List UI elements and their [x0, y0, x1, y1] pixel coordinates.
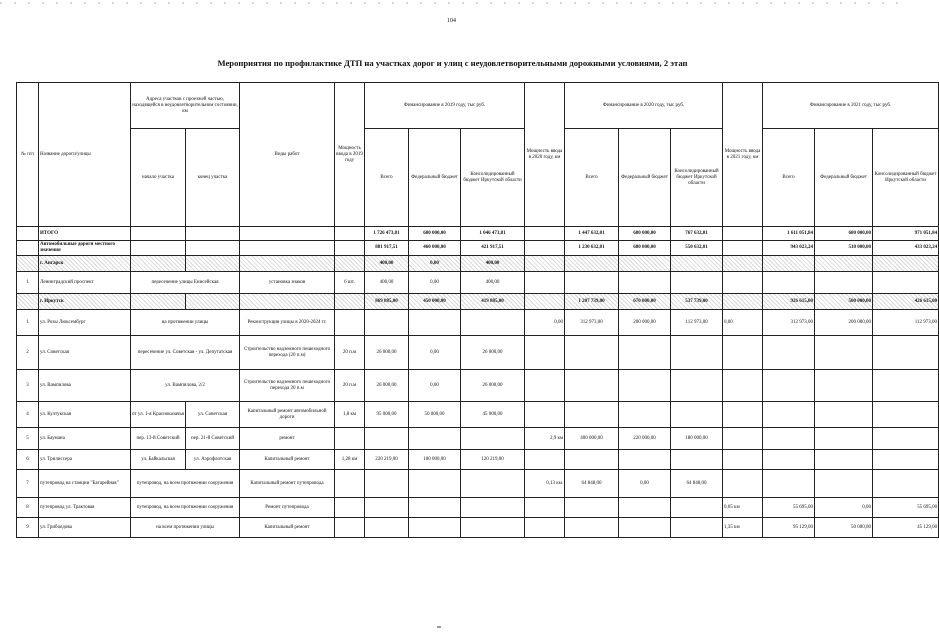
cell-t21: [763, 336, 815, 370]
cell-f20: 670 000,00: [619, 294, 671, 310]
cell-cap19: [335, 310, 365, 336]
cell-f21: 500 000,00: [815, 294, 873, 310]
header-works: Виды работ: [240, 83, 335, 227]
cell-cap19: [335, 470, 365, 498]
cell-works: Капитальный ремонт: [240, 518, 335, 538]
cell-cap19: 20 п.м: [335, 370, 365, 402]
cell-r20: 550 632,01: [671, 241, 723, 256]
cell-r19: [461, 470, 525, 498]
cell-t21: [763, 470, 815, 498]
cell-t20: 400 000,00: [565, 428, 619, 450]
cell-r19: 1 046 473,81: [461, 227, 525, 241]
document-title: Мероприятия по профилактике ДТП на участках дорог и улиц с неудовлетворительными дорожными условиями, 2 этап: [217, 58, 688, 68]
cell-works: Капитальный ремонт автомобильной дороги: [240, 402, 335, 428]
cell-r19: 400,00: [461, 256, 525, 272]
table-row: [17, 336, 939, 370]
cell-t19: [365, 470, 409, 498]
cell-start: на протяжении улицы: [131, 310, 240, 336]
cell-r19: 26 000,00: [461, 336, 525, 370]
cell-r21: 971 051,84: [873, 227, 939, 241]
cell-cap20: [525, 294, 565, 310]
cell-t21: 312 973,00: [763, 310, 815, 336]
cell-f20: 220 000,00: [619, 428, 671, 450]
header-road-name: Название дороги/улицы: [39, 83, 131, 227]
cell-cap20: [525, 336, 565, 370]
cell-num: [17, 227, 39, 241]
cell-works: Строительство надземного пешеходного перехода 20 п.м: [240, 370, 335, 402]
road-measures-table: [16, 82, 939, 538]
cell-f19: 0,00: [409, 256, 461, 272]
cell-f21: [815, 428, 873, 450]
cell-num: [17, 241, 39, 256]
cell-cap20: [525, 227, 565, 241]
cell-cap20: [525, 370, 565, 402]
cell-t21: 55 695,00: [763, 498, 815, 518]
cell-r21: [873, 402, 939, 428]
cell-num: [17, 256, 39, 272]
header-regional-2019: Консолидированный бюджет Иркутской области: [461, 129, 525, 227]
cell-r20: 64 848,00: [671, 470, 723, 498]
header-address-group: Адреса участков с проезжей частью, находящейся в неудовлетворительном состоянии, км: [131, 83, 240, 129]
header-total-2019: Всего: [365, 129, 409, 227]
table-row: [17, 227, 939, 241]
cell-t21: [763, 402, 815, 428]
cell-cap21: [723, 428, 763, 450]
cell-num: 1: [17, 310, 39, 336]
table-row: [17, 518, 939, 538]
cell-start: путепровод, на всем протяжении сооружения: [131, 498, 240, 518]
header-federal-2019: Федеральный бюджет: [409, 129, 461, 227]
cell-works: [240, 294, 335, 310]
cell-f21: [815, 370, 873, 402]
cell-r20: [671, 256, 723, 272]
cell-cap21: 0,00: [723, 310, 763, 336]
cell-f20: [619, 336, 671, 370]
cell-cap21: 0,05 км: [723, 498, 763, 518]
cell-t20: [565, 498, 619, 518]
cell-t20: [565, 256, 619, 272]
cell-name: ул. Вампилова: [39, 370, 131, 402]
cell-r21: 112 973,00: [873, 310, 939, 336]
table-row: [17, 370, 939, 402]
cell-end: [186, 294, 240, 310]
table-row: [17, 294, 939, 310]
cell-t19: 26 000,00: [365, 370, 409, 402]
cell-r19: 421 917,51: [461, 241, 525, 256]
cell-works: [240, 227, 335, 241]
cell-t21: 943 023,24: [763, 241, 815, 256]
cell-works: ремонт: [240, 428, 335, 450]
cell-t20: [565, 402, 619, 428]
cell-name: Ленинградский проспект: [39, 272, 131, 294]
table-row: [17, 402, 939, 428]
cell-end: ул. Советская: [186, 402, 240, 428]
cell-r21: 45 129,00: [873, 518, 939, 538]
cell-cap19: 1,8 км: [335, 402, 365, 428]
cell-cap19: [335, 227, 365, 241]
cell-f20: 0,00: [619, 470, 671, 498]
cell-cap19: [335, 256, 365, 272]
cell-name: путепровод на станции "Батарейная": [39, 470, 131, 498]
cell-r19: [461, 518, 525, 538]
cell-f21: 680 000,00: [815, 227, 873, 241]
cell-cap21: [723, 402, 763, 428]
cell-r20: 767 632,01: [671, 227, 723, 241]
cell-f21: [815, 272, 873, 294]
cell-works: Капитальный ремонт: [240, 450, 335, 470]
header-federal-2021: Федеральный бюджет: [815, 129, 873, 227]
cell-r20: [671, 518, 723, 538]
cell-works: Капитальный ремонт путепровода: [240, 470, 335, 498]
header-end: конец участка: [186, 129, 240, 227]
cell-start: путепровод, на всем протяжении сооружения: [131, 470, 240, 498]
cell-t20: 312 973,00: [565, 310, 619, 336]
cell-f21: [815, 256, 873, 272]
cell-f21: [815, 470, 873, 498]
cell-num: 9: [17, 518, 39, 538]
cell-t21: [763, 272, 815, 294]
cell-f19: 0,00: [409, 370, 461, 402]
cell-f19: [409, 518, 461, 538]
cell-t21: 926 615,00: [763, 294, 815, 310]
cell-f19: [409, 428, 461, 450]
cell-end: пер. 21-й Советский: [186, 428, 240, 450]
header-start: начало участка: [131, 129, 186, 227]
cell-t20: 1 447 632,01: [565, 227, 619, 241]
table-header: [17, 83, 939, 227]
cell-num: 7: [17, 470, 39, 498]
cell-f21: [815, 450, 873, 470]
header-num: № п/п: [17, 83, 39, 227]
cell-name: Автомобильные дороги местного значения: [39, 241, 131, 256]
cell-f20: 680 000,00: [619, 227, 671, 241]
header-fin-2019: Финансирование в 2019 году, тыс руб.: [365, 83, 525, 129]
cell-f21: [815, 336, 873, 370]
cell-t19: [365, 428, 409, 450]
cell-cap20: [525, 518, 565, 538]
cell-cap20: [525, 402, 565, 428]
cell-cap19: 6 шт.: [335, 272, 365, 294]
cell-t19: 1 726 473,81: [365, 227, 409, 241]
page-number: 104: [447, 18, 456, 24]
cell-f19: 450 000,00: [409, 294, 461, 310]
cell-num: 5: [17, 428, 39, 450]
cell-cap21: [723, 227, 763, 241]
cell-r20: 112 973,00: [671, 310, 723, 336]
cell-t21: [763, 428, 815, 450]
cell-cap20: [525, 272, 565, 294]
cell-start: ул. Вампилова, 2/2: [131, 370, 240, 402]
cell-t20: 1 230 632,01: [565, 241, 619, 256]
cell-start: пересечение улицы Енисейская: [131, 272, 240, 294]
cell-end: ул. Аэрофлотская: [186, 450, 240, 470]
cell-name: путепровод ул. Трактовая: [39, 498, 131, 518]
header-capacity-2020: Мощность ввода в 2020 году, км: [525, 83, 565, 227]
cell-t20: 1 207 739,00: [565, 294, 619, 310]
cell-r19: [461, 428, 525, 450]
cell-cap21: [723, 370, 763, 402]
cell-cap19: [335, 428, 365, 450]
cell-name: ИТОГО: [39, 227, 131, 241]
cell-r20: [671, 370, 723, 402]
cell-cap21: [723, 294, 763, 310]
cell-t19: [365, 310, 409, 336]
cell-f20: [619, 450, 671, 470]
cell-f19: [409, 498, 461, 518]
cell-cap21: [723, 470, 763, 498]
cell-r21: 55 695,00: [873, 498, 939, 518]
cell-r21: [873, 336, 939, 370]
cell-name: г. Иркутск: [39, 294, 131, 310]
cell-r21: [873, 428, 939, 450]
cell-num: 4: [17, 402, 39, 428]
cell-t19: 881 917,51: [365, 241, 409, 256]
cell-cap19: [335, 241, 365, 256]
header-total-2021: Всего: [763, 129, 815, 227]
cell-f20: [619, 402, 671, 428]
cell-r19: [461, 498, 525, 518]
header-regional-2021: Консолидированный бюджет Иркутской области: [873, 129, 939, 227]
header-total-2020: Всего: [565, 129, 619, 227]
cell-f19: 680 000,00: [409, 227, 461, 241]
table-body: [17, 227, 939, 538]
cell-start: от ул. 1-я Красноказачья: [131, 402, 186, 428]
cell-r21: 433 023,24: [873, 241, 939, 256]
cell-cap21: [723, 450, 763, 470]
cell-t19: 400,00: [365, 256, 409, 272]
cell-works: Строительство надземного пешеходного перехода (20 п.м): [240, 336, 335, 370]
cell-cap20: 0,00: [525, 310, 565, 336]
cell-r20: [671, 450, 723, 470]
cell-name: ул. Трилиссера: [39, 450, 131, 470]
table-row: [17, 241, 939, 256]
cell-r19: 45 000,00: [461, 402, 525, 428]
cell-f21: 0,00: [815, 498, 873, 518]
cell-r20: [671, 402, 723, 428]
cell-cap21: [723, 272, 763, 294]
cell-t19: 220 219,00: [365, 450, 409, 470]
cell-r19: 419 885,00: [461, 294, 525, 310]
table-row: [17, 256, 939, 272]
cell-t21: 95 129,00: [763, 518, 815, 538]
cell-name: ул. Баумана: [39, 428, 131, 450]
cell-r20: 180 000,00: [671, 428, 723, 450]
cell-t20: [565, 450, 619, 470]
cell-r19: 400,00: [461, 272, 525, 294]
cell-cap19: 20 п.м: [335, 336, 365, 370]
cell-f20: [619, 256, 671, 272]
cell-r20: [671, 336, 723, 370]
cell-t20: 64 848,00: [565, 470, 619, 498]
cell-name: ул. Култукская: [39, 402, 131, 428]
cell-end: [186, 241, 240, 256]
cell-f21: 200 000,00: [815, 310, 873, 336]
table-row: [17, 428, 939, 450]
cell-t21: [763, 450, 815, 470]
cell-cap20: [525, 450, 565, 470]
cell-start: [131, 227, 186, 241]
table-row: [17, 272, 939, 294]
cell-name: г. Ангарск: [39, 256, 131, 272]
cell-start: пересечение ул. Советская - ул. Депутатская: [131, 336, 240, 370]
cell-t19: [365, 498, 409, 518]
cell-f19: [409, 470, 461, 498]
scan-artifact: [437, 626, 441, 628]
cell-num: 6: [17, 450, 39, 470]
table-row: [17, 310, 939, 336]
cell-f20: [619, 518, 671, 538]
cell-f20: 200 000,00: [619, 310, 671, 336]
cell-cap20: 0,13 км.: [525, 470, 565, 498]
cell-t21: [763, 256, 815, 272]
cell-r21: 426 615,00: [873, 294, 939, 310]
cell-t20: [565, 272, 619, 294]
cell-cap20: [525, 256, 565, 272]
table-row: [17, 450, 939, 470]
table-row: [17, 498, 939, 518]
header-regional-2020: Консолидированный бюджет Иркутской области: [671, 129, 723, 227]
cell-r20: [671, 272, 723, 294]
cell-f19: 0,00: [409, 272, 461, 294]
cell-cap19: [335, 498, 365, 518]
table-row: [17, 470, 939, 498]
cell-r19: [461, 310, 525, 336]
cell-t19: 95 000,00: [365, 402, 409, 428]
cell-start: [131, 241, 186, 256]
cell-r21: [873, 370, 939, 402]
cell-cap19: 1,28 км: [335, 450, 365, 470]
cell-end: [186, 256, 240, 272]
cell-cap19: [335, 518, 365, 538]
cell-t20: [565, 370, 619, 402]
cell-start: [131, 256, 186, 272]
cell-cap21: [723, 336, 763, 370]
cell-num: 1: [17, 272, 39, 294]
cell-start: на всем протяжении улицы: [131, 518, 240, 538]
cell-num: 3: [17, 370, 39, 402]
cell-cap20: [525, 498, 565, 518]
cell-f19: 460 000,00: [409, 241, 461, 256]
cell-num: 2: [17, 336, 39, 370]
cell-works: Реконструкция улицы в 2020-2024 гг.: [240, 310, 335, 336]
cell-f21: 50 000,00: [815, 518, 873, 538]
cell-cap21: [723, 256, 763, 272]
header-capacity-2019: Мощность ввода в 2019 году: [335, 83, 365, 227]
cell-t21: 1 611 051,84: [763, 227, 815, 241]
cell-start: пер. 13-й Советский: [131, 428, 186, 450]
header-fin-2021: Финансирование в 2021 году, тыс руб.: [763, 83, 939, 129]
cell-r21: [873, 256, 939, 272]
cell-t19: 869 885,00: [365, 294, 409, 310]
cell-t20: [565, 518, 619, 538]
cell-t20: [565, 336, 619, 370]
cell-f19: [409, 310, 461, 336]
cell-cap19: [335, 294, 365, 310]
cell-f19: 50 000,00: [409, 402, 461, 428]
cell-num: [17, 294, 39, 310]
cell-r21: [873, 470, 939, 498]
cell-r21: [873, 450, 939, 470]
cell-name: ул. Грибоедова: [39, 518, 131, 538]
cell-end: [186, 227, 240, 241]
cell-cap21: [723, 241, 763, 256]
cell-name: ул. Советская: [39, 336, 131, 370]
cell-r20: [671, 498, 723, 518]
cell-t19: 400,00: [365, 272, 409, 294]
cell-f21: 510 000,00: [815, 241, 873, 256]
cell-num: 8: [17, 498, 39, 518]
cell-f21: [815, 402, 873, 428]
cell-f19: 0,00: [409, 336, 461, 370]
cell-start: [131, 294, 186, 310]
scan-artifact: [0, 2, 905, 4]
cell-cap21: 1,35 км: [723, 518, 763, 538]
cell-works: [240, 241, 335, 256]
header-capacity-2021: Мощность ввода в 2021 году, км: [723, 83, 763, 227]
cell-r20: 537 739,00: [671, 294, 723, 310]
cell-name: ул. Розы Люксембург: [39, 310, 131, 336]
cell-r19: 26 000,00: [461, 370, 525, 402]
cell-works: [240, 256, 335, 272]
cell-t21: [763, 370, 815, 402]
cell-r19: 120 219,00: [461, 450, 525, 470]
cell-works: Ремонт путепровода: [240, 498, 335, 518]
cell-start: ул. Байкальская: [131, 450, 186, 470]
cell-f20: [619, 498, 671, 518]
cell-r21: [873, 272, 939, 294]
cell-f20: [619, 370, 671, 402]
header-federal-2020: Федеральный бюджет: [619, 129, 671, 227]
cell-f19: 100 000,00: [409, 450, 461, 470]
cell-t19: 26 000,00: [365, 336, 409, 370]
cell-works: установка знаков: [240, 272, 335, 294]
cell-f20: 680 000,00: [619, 241, 671, 256]
cell-cap20: 2,9 км: [525, 428, 565, 450]
header-fin-2020: Финансирование в 2020 году, тыс руб.: [565, 83, 723, 129]
cell-t19: [365, 518, 409, 538]
cell-f20: [619, 272, 671, 294]
cell-cap20: [525, 241, 565, 256]
